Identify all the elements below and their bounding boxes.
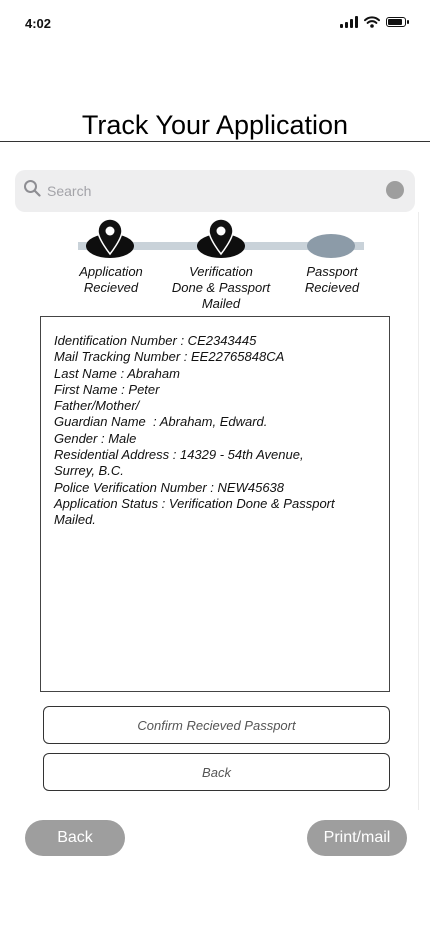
scroll-edge bbox=[418, 212, 419, 810]
cellular-signal-icon bbox=[340, 16, 358, 28]
search-bar[interactable] bbox=[15, 170, 415, 212]
wifi-icon bbox=[364, 16, 380, 28]
status-icons bbox=[340, 16, 406, 28]
search-icon bbox=[23, 179, 41, 197]
detail-line: Last Name : Abraham bbox=[54, 365, 180, 381]
detail-line: Mail Tracking Number : EE22765848CA bbox=[54, 349, 285, 365]
detail-line: Guardian Name : Abraham, Edward. bbox=[54, 414, 268, 430]
status-bar bbox=[0, 0, 430, 46]
step-node-passport-received bbox=[307, 234, 355, 258]
back-button[interactable]: Back bbox=[25, 820, 125, 856]
detail-line: First Name : Peter bbox=[54, 381, 160, 397]
print-mail-button[interactable]: Print/mail bbox=[307, 820, 407, 856]
page-title: Track Your Application bbox=[81, 110, 349, 140]
detail-line: Gender : Male bbox=[54, 430, 137, 446]
step-label-verification-done: Verification Done & Passport Mailed bbox=[171, 264, 271, 311]
status-time: 4:02 bbox=[25, 16, 52, 31]
search-input[interactable] bbox=[47, 180, 377, 202]
application-details-panel bbox=[40, 316, 390, 692]
detail-line: Mailed. bbox=[54, 512, 96, 528]
detail-line: Residential Address : 14329 - 54th Avenue, bbox=[54, 447, 304, 463]
confirm-received-passport-button[interactable]: Confirm Recieved Passport bbox=[43, 706, 390, 744]
back-outline-button[interactable]: Back bbox=[43, 753, 390, 791]
detail-line: Application Status : Verification Done & Passport bbox=[54, 495, 335, 511]
detail-line: Surrey, B.C. bbox=[54, 463, 124, 479]
location-pin-icon bbox=[95, 218, 125, 256]
detail-line: Father/Mother/ bbox=[54, 398, 140, 414]
step-label-passport-received: Passport Recieved bbox=[304, 264, 360, 295]
location-pin-icon bbox=[206, 218, 236, 256]
battery-icon bbox=[386, 17, 406, 27]
detail-line: Identification Number : CE2343445 bbox=[54, 333, 257, 348]
title-divider bbox=[0, 141, 430, 142]
application-details-text bbox=[54, 333, 384, 529]
detail-line: Police Verification Number : NEW45638 bbox=[54, 479, 285, 495]
step-label-application-received: Application Recieved bbox=[79, 264, 143, 295]
microphone-icon[interactable] bbox=[386, 181, 404, 199]
